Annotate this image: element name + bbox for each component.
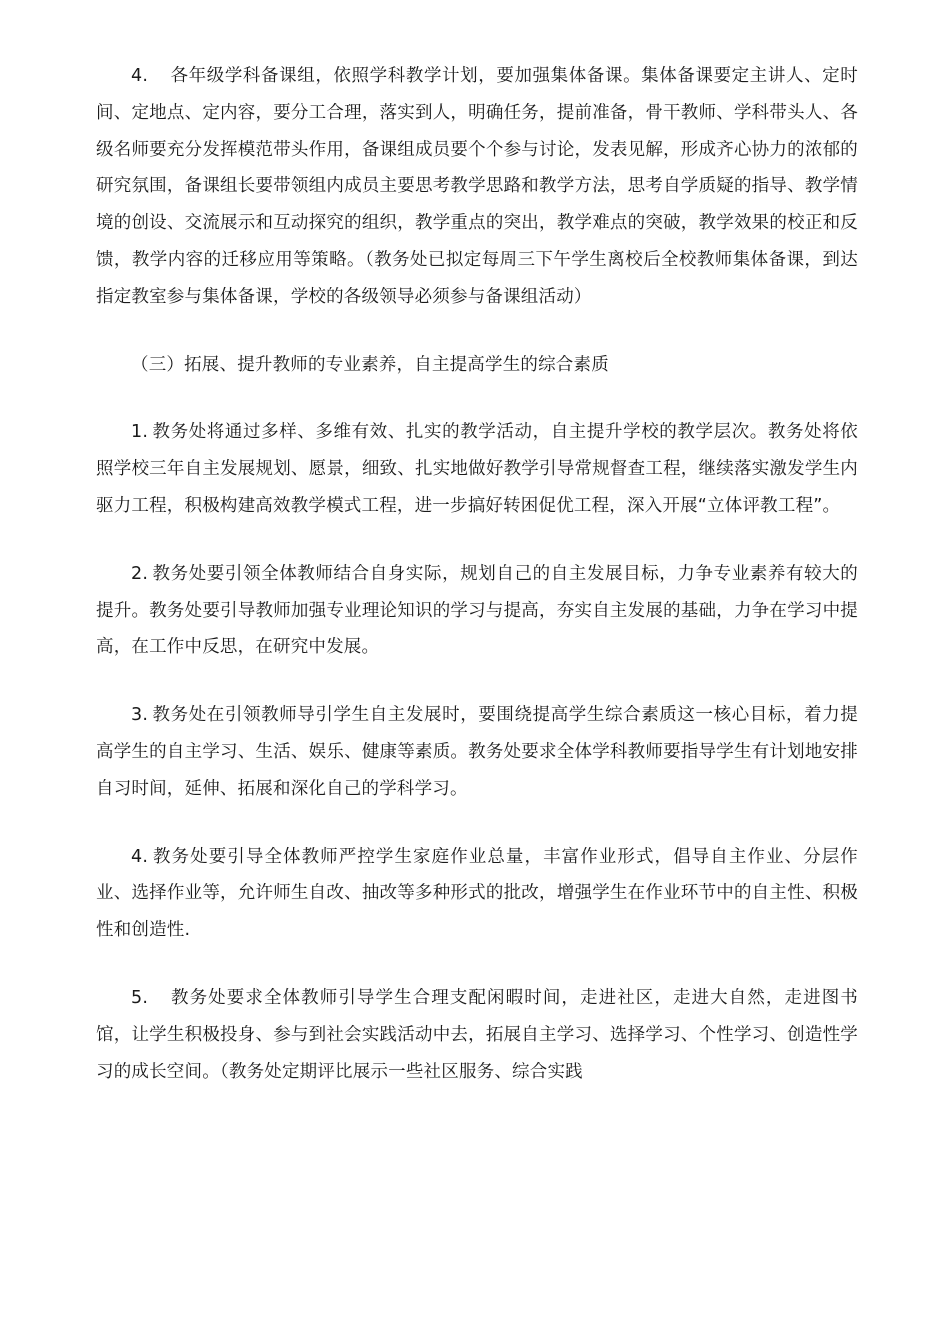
paragraph-number: 4. (131, 846, 149, 867)
paragraph-text: 教务处要求全体教师引导学生合理支配闲暇时间，走进社区，走进大自然，走进图书馆，让学生积极投身、参与到社会实践活动中去，拓展自主学习、选择学习、个性学习、创造性学习的成长空间。（教务处定期评比展示一些社区服务、综合实践 (96, 987, 858, 1082)
paragraph-homework (96, 839, 858, 949)
paragraph-teaching-activities (96, 414, 858, 524)
paragraph-leisure-time (96, 980, 858, 1090)
paragraph-text: 教务处要引导全体教师严控学生家庭作业总量，丰富作业形式，倡导自主作业、分层作业、选择作业等，允许师生自改、抽改等多种形式的批改，增强学生在作业环节中的自主性、积极性和创造性. (96, 846, 858, 941)
paragraph-text: 各年级学科备课组，依照学科教学计划，要加强集体备课。集体备课要定主讲人、定时间、定地点、定内容，要分工合理，落实到人，明确任务，提前准备，骨干教师、学科带头人、各级名师要充分发挥模范带头作用，备课组成员要个个参与讨论，发表见解，形成齐心协力的浓郁的研究氛围，备课组长要带领组内成员主要思考教学思路和教学方法，思考自学质疑的指导、教学情境的创设、交流展示和互动探究的组织，教学重点的突出，教学难点的突破，教学效果的校正和反馈，教学内容的迁移应用等策略。（教务处已拟定每周三下午学生离校后全校教师集体备课，到达指定教室参与集体备课，学校的各级领导必须参与备课组活动） (96, 66, 858, 307)
paragraph-text: 教务处将通过多样、多维有效、扎实的教学活动，自主提升学校的教学层次。教务处将依照学校三年自主发展规划、愿景，细致、扎实地做好教学引导常规督查工程，继续落实激发学生内驱力工程，积极构建高效教学模式工程，进一步搞好转困促优工程，深入开展“立体评教工程”。 (96, 422, 858, 516)
paragraph-number: 3. (131, 705, 149, 726)
paragraph-text: 教务处要引领全体教师结合自身实际，规划自己的自主发展目标，力争专业素养有较大的提升。教务处要引导教师加强专业理论知识的学习与提高，夯实自主发展的基础，力争在学习中提高，在工作中反思，在研究中发展。 (96, 563, 858, 658)
paragraph-number: 1. (131, 422, 149, 443)
section-heading (96, 347, 858, 384)
paragraph-text: 教务处在引领教师导引学生自主发展时，要围绕提高学生综合素质这一核心目标，着力提高学生的自主学习、生活、娱乐、健康等素质。教务处要求全体学科教师要指导学生有计划地安排自习时间，延伸、拓展和深化自己的学科学习。 (96, 705, 858, 799)
paragraph-number: 5. (131, 987, 149, 1008)
paragraph-student-development (96, 697, 858, 807)
paragraph-number: 2. (131, 563, 149, 584)
paragraph-collective-lesson-prep (96, 58, 858, 316)
section-heading-text: （三）拓展、提升教师的专业素养，自主提高学生的综合素质 (131, 354, 609, 375)
document-page (96, 58, 858, 1090)
paragraph-teacher-development (96, 556, 858, 666)
paragraph-number: 4. (131, 66, 149, 86)
